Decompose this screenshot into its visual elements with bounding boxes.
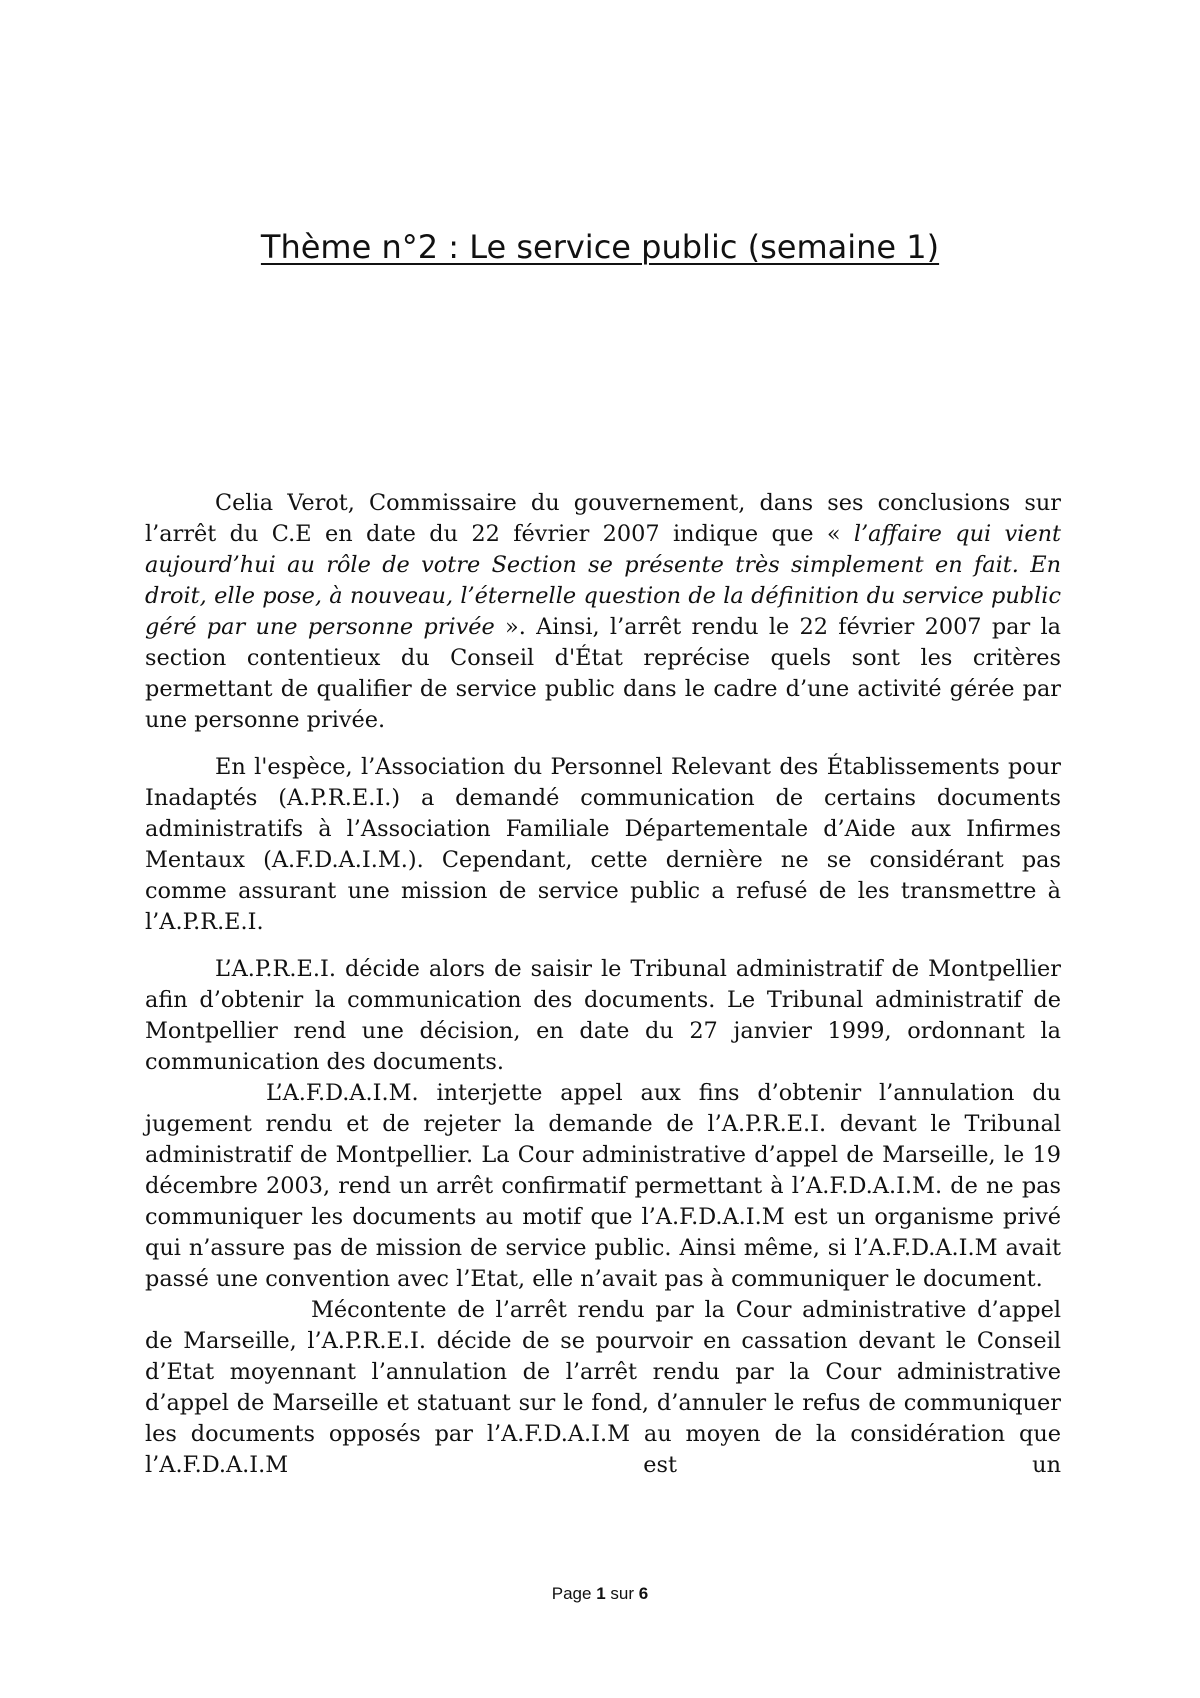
- footer-current-page: 1: [596, 1584, 606, 1603]
- document-title: Thème n°2 : Le service public (semaine 1): [260, 228, 940, 266]
- paragraph-cassation: [145, 1295, 1061, 1481]
- quoted-text: l’affaire qui vient aujourd’hui au rôle de votre Section se présente très simplement en fait. En droit, elle pose, à nouveau, l’éternelle question de la définition du service public géré par une personne privée: [145, 521, 1061, 640]
- document-body: [145, 488, 1061, 1481]
- paragraph-text: En l'espèce, l’Association du Personnel Relevant des Établissements pour Inadaptés (A.P.R.E.I.) a demandé communication de certains documents administratifs à l’Association Familiale Départementale d’Aide aux Infirmes Mentaux (A.F.D.A.I.M.). Cependant, cette dernière ne se considérant pas comme assurant une mission de service public a refusé de les transmettre à l’A.P.R.E.I.: [145, 754, 1061, 935]
- paragraph-facts: [145, 752, 1061, 938]
- paragraph-text: L’A.P.R.E.I. décide alors de saisir le Tribunal administratif de Montpellier afin d’obtenir la communication des documents. Le Tribunal administratif de Montpellier rend une décision, en date du 27 janvier 1999, ordonnant la communication des documents.: [145, 956, 1061, 1075]
- footer-total-pages: 6: [638, 1584, 649, 1603]
- footer-of-word: sur: [610, 1584, 635, 1603]
- footer-page-word: Page: [551, 1584, 592, 1603]
- paragraph-intro: [145, 488, 1061, 736]
- paragraph-text: ». Ainsi, l’arrêt rendu le 22 février 2007 par la section contentieux du Conseil d'État reprécise quels sont les critères permettant de qualifier de service public dans le cadre d’une activité gérée par une personne privée.: [145, 614, 1061, 733]
- paragraph-first-instance: [145, 954, 1061, 1078]
- page-footer: [0, 1583, 1200, 1605]
- paragraph-text: Celia Verot, Commissaire du gouvernement, dans ses conclusions sur l’arrêt du C.E en date du 22 février 2007 indique que «: [145, 490, 1061, 547]
- paragraph-text: L’A.F.D.A.I.M. interjette appel aux fins d’obtenir l’annulation du jugement rendu et de rejeter la demande de l’A.P.R.E.I. devant le Tribunal administratif de Montpellier. La Cour administrative d’appel de Marseille, le 19 décembre 2003, rend un arrêt confirmatif permettant à l’A.F.D.A.I.M. de ne pas communiquer les documents au motif que l’A.F.D.A.I.M est un organisme privé qui n’assure pas de mission de service public. Ainsi même, si l’A.F.D.A.I.M avait passé une convention avec l’Etat, elle n’avait pas à communiquer le document.: [145, 1080, 1061, 1292]
- paragraph-text: Mécontente de l’arrêt rendu par la Cour administrative d’appel de Marseille, l’A.P.R.E.I. décide de se pourvoir en cassation devant le Conseil d’Etat moyennant l’annulation de l’arrêt rendu par la Cour administrative d’appel de Marseille et statuant sur le fond, d’annuler le refus de communiquer les documents opposés par l’A.F.D.A.I.M au moyen de la considération que l’A.F.D.A.I.M est un: [145, 1297, 1061, 1478]
- paragraph-appeal: [145, 1078, 1061, 1295]
